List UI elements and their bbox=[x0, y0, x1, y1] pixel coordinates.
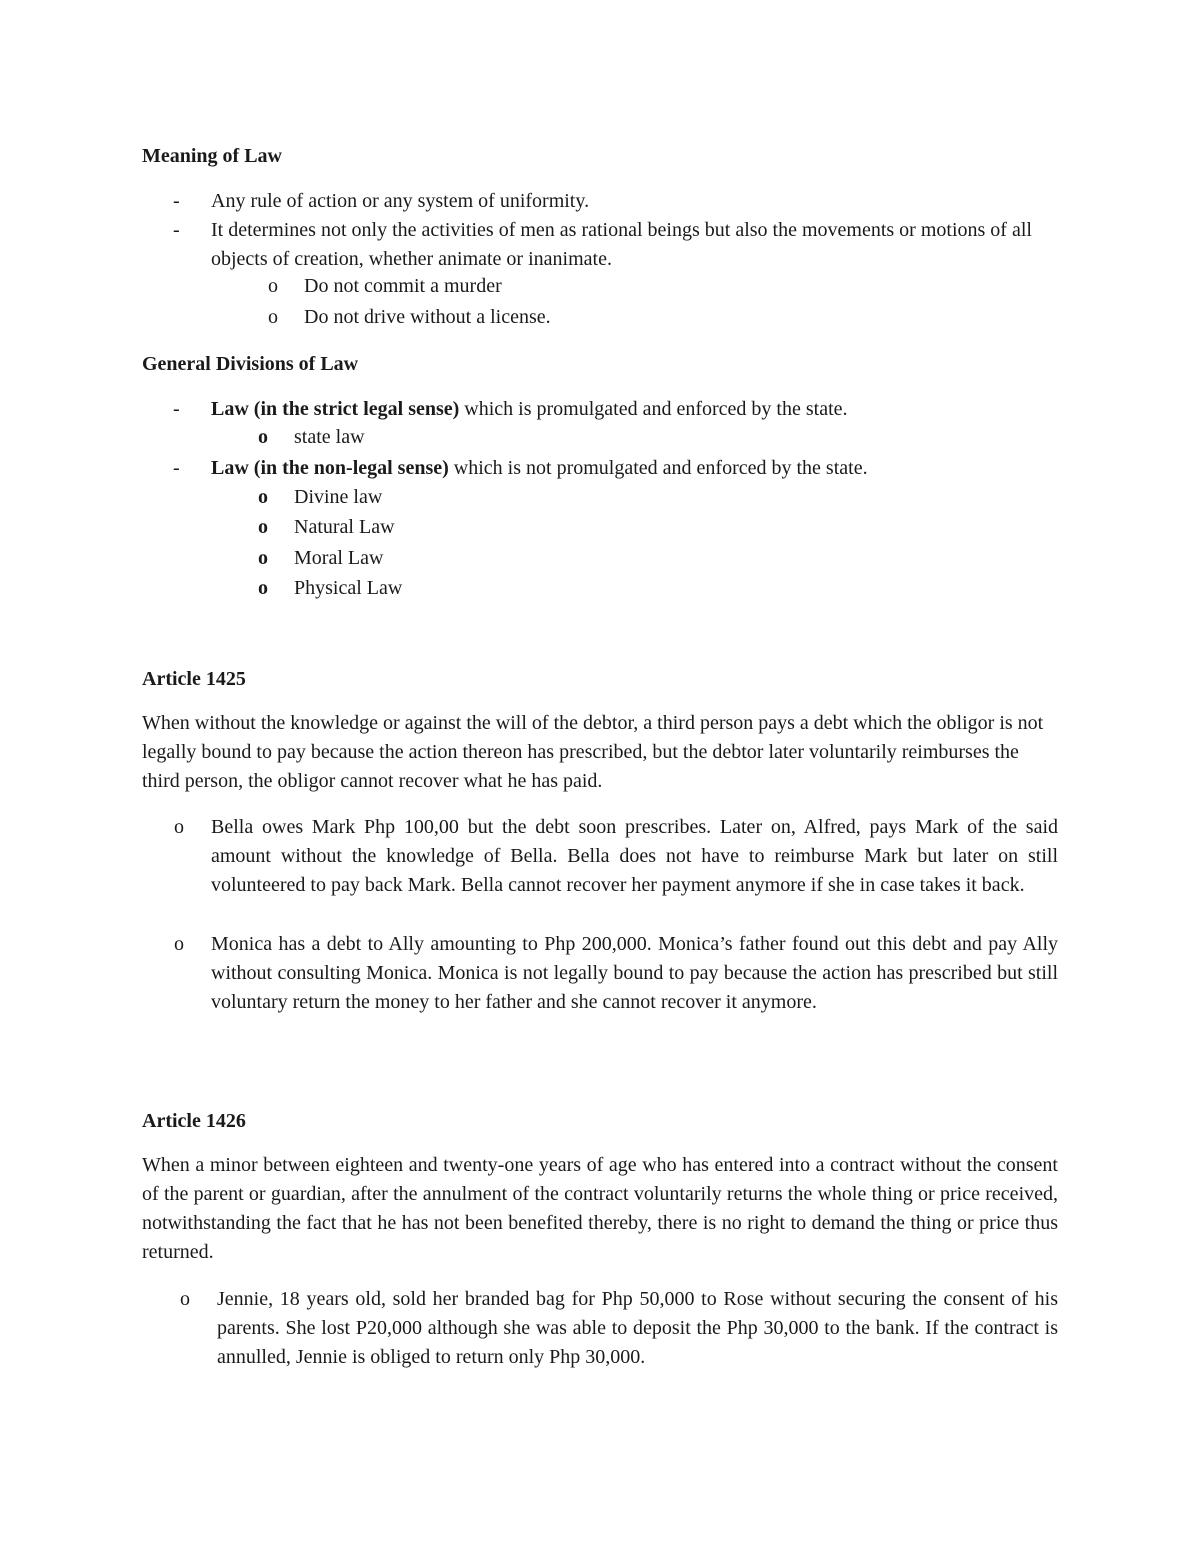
sub-list-item-text: Do not commit a murder bbox=[304, 275, 502, 297]
circle-bullet-icon: o bbox=[268, 306, 278, 328]
circle-bullet-icon: o bbox=[258, 486, 268, 508]
list-item bbox=[173, 395, 1058, 424]
sub-list-item-text: Moral Law bbox=[294, 547, 384, 569]
circle-bullet-icon: o bbox=[180, 1288, 190, 1310]
circle-bullet-icon: o bbox=[268, 275, 278, 297]
list-item-text bbox=[211, 454, 1058, 483]
sub-list-item bbox=[258, 574, 1058, 603]
example-text: Bella owes Mark Php 100,00 but the debt soon prescribes. Later on, Alfred, pays Mark of the said amount without the knowledge of Bella. Bella does not have to reimburse Mark but later on still volunteered to pay back Mark. Bella cannot recover her payment anymore if she in case takes it back. bbox=[211, 816, 1058, 896]
sub-list-item bbox=[268, 272, 1058, 301]
sub-list-item bbox=[268, 303, 1058, 332]
list-item-text bbox=[211, 395, 1058, 424]
circle-bullet-icon: o bbox=[174, 933, 184, 955]
circle-bullet-icon: o bbox=[174, 816, 184, 838]
example-item bbox=[180, 1285, 1058, 1372]
sub-list-item-text: Physical Law bbox=[294, 577, 403, 599]
example-text: Monica has a debt to Ally amounting to Php 200,000. Monica’s father found out this debt and pay Ally without consulting Monica. Monica is not legally bound to pay because the action has prescribed but still voluntary return the money to her father and she cannot recover it anymore. bbox=[211, 933, 1058, 1013]
dash-marker: - bbox=[173, 398, 180, 420]
heading-general-divisions: General Divisions of Law bbox=[142, 353, 359, 375]
list-item bbox=[173, 187, 1058, 216]
sub-list-item bbox=[258, 423, 1058, 452]
list-item bbox=[173, 216, 1058, 274]
heading-meaning-of-law: Meaning of Law bbox=[142, 145, 282, 167]
dash-marker: - bbox=[173, 457, 180, 479]
article-1425-body: When without the knowledge or against the will of the debtor, a third person pays a debt which the obligor is not legally bound to pay because the action thereon has prescribed, but the debtor later voluntarily reimburses the third person, the obligor cannot recover what he has paid. bbox=[142, 712, 1044, 792]
heading-article-1426: Article 1426 bbox=[142, 1110, 246, 1132]
example-item bbox=[174, 930, 1058, 1046]
sub-list-item bbox=[258, 513, 1058, 542]
sub-list-item-text: Natural Law bbox=[294, 516, 395, 538]
sub-list-item bbox=[258, 483, 1058, 512]
dash-marker: - bbox=[173, 190, 180, 212]
example-text: Jennie, 18 years old, sold her branded bag for Php 50,000 to Rose without securing the consent of his parents. She lost P20,000 although she was able to deposit the Php 30,000 to the bank. If the contract is annulled, Jennie is obliged to return only Php 30,000. bbox=[217, 1288, 1058, 1368]
sub-list-item-text: Divine law bbox=[294, 486, 383, 508]
list-item bbox=[173, 454, 1058, 483]
sub-list-item-text: Do not drive without a license. bbox=[304, 306, 551, 328]
article-1426-body: When a minor between eighteen and twenty-one years of age who has entered into a contract without the consent of the parent or guardian, after the annulment of the contract voluntarily returns the whole thing or price received, notwithstanding the fact that he has not been benefited thereby, there is no right to demand the thing or price thus returned. bbox=[142, 1154, 1058, 1263]
sub-list-item bbox=[258, 544, 1058, 573]
example-item bbox=[174, 813, 1058, 929]
dash-marker: - bbox=[173, 219, 180, 241]
circle-bullet-icon: o bbox=[258, 547, 268, 569]
term-description: which is promulgated and enforced by the state. bbox=[459, 398, 848, 420]
list-item-text: It determines not only the activities of men as rational beings but also the movements or motions of all objects of creation, whether animate or inanimate. bbox=[211, 219, 1032, 270]
circle-bullet-icon: o bbox=[258, 577, 268, 599]
bold-term: Law (in the strict legal sense) bbox=[211, 398, 460, 420]
term-description: which is not promulgated and enforced by the state. bbox=[448, 457, 868, 479]
sub-list-item-text: state law bbox=[294, 426, 365, 448]
circle-bullet-icon: o bbox=[258, 426, 268, 448]
circle-bullet-icon: o bbox=[258, 516, 268, 538]
bold-term: Law (in the non-legal sense) bbox=[211, 457, 449, 479]
heading-article-1425: Article 1425 bbox=[142, 668, 246, 690]
list-item-text: Any rule of action or any system of uniformity. bbox=[211, 190, 590, 212]
